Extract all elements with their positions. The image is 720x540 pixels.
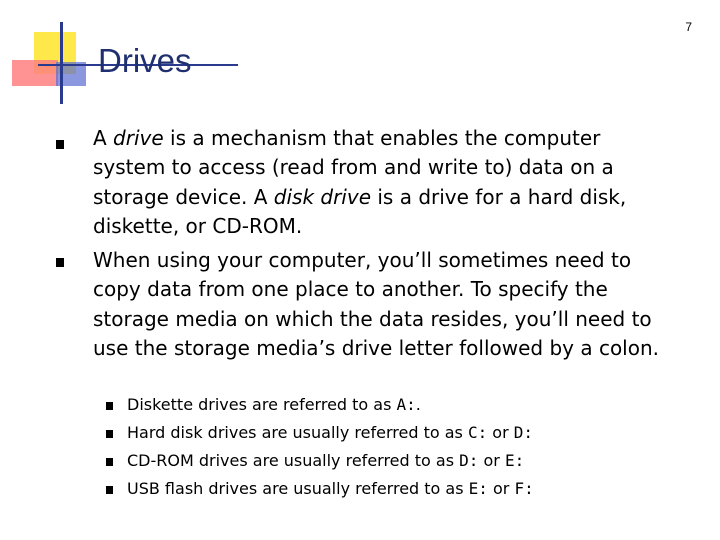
- bullet-drive-letter: When using your computer, you’ll sometimes need to copy data from one place to another. To specify the storage media on which the data resides, you’ll need to use the storage media’s drive letter followed by a colon.: [93, 248, 660, 361]
- sub-bullet-usb: [127, 479, 534, 499]
- sub-bullet-text: USB flash drives are usually referred to as: [127, 479, 469, 498]
- sub-bullet-marker: [106, 402, 113, 410]
- bullet-text: A: [93, 126, 114, 150]
- sub-bullet-text: CD-ROM drives are usually referred to as: [127, 451, 460, 470]
- bullet-marker: [56, 258, 64, 267]
- drive-letter: E:: [468, 479, 488, 498]
- drive-letter: D:: [459, 451, 479, 470]
- bullet-marker: [56, 140, 64, 149]
- sub-bullet-marker: [106, 430, 113, 438]
- drive-letter: A:: [396, 395, 416, 414]
- sub-bullet-text: or: [478, 451, 505, 470]
- sub-bullet-hard-disk: [127, 423, 533, 443]
- sub-bullet-text: or: [487, 479, 515, 498]
- term-drive: drive: [113, 126, 164, 150]
- bullet-text: is a mechanism that enables the computer system to access (read from and write to) data on a storage device. A: [93, 126, 614, 209]
- sub-bullet-cdrom: [127, 451, 524, 471]
- bullet-text: is a drive for a hard disk, diskette, or CD-ROM.: [93, 184, 627, 239]
- sub-bullet-text: Diskette drives are referred to as: [127, 395, 397, 414]
- sub-bullet-text: Hard disk drives are usually referred to as: [127, 423, 468, 442]
- drive-letter: E:: [504, 451, 525, 470]
- sub-bullet-marker: [106, 486, 113, 494]
- sub-bullet-text: or: [487, 423, 514, 442]
- drive-letter: C:: [467, 423, 488, 442]
- drive-letter: F:: [514, 479, 534, 498]
- sub-bullet-marker: [106, 458, 113, 466]
- sub-bullet-text: .: [415, 395, 421, 414]
- drive-letter: D:: [513, 423, 534, 442]
- slide-title: Drives: [98, 42, 192, 79]
- term-disk-drive: disk drive: [273, 184, 372, 209]
- bullet-drive-definition: [93, 124, 673, 242]
- sub-bullet-diskette: [127, 395, 421, 415]
- slide-number: 7: [685, 20, 692, 34]
